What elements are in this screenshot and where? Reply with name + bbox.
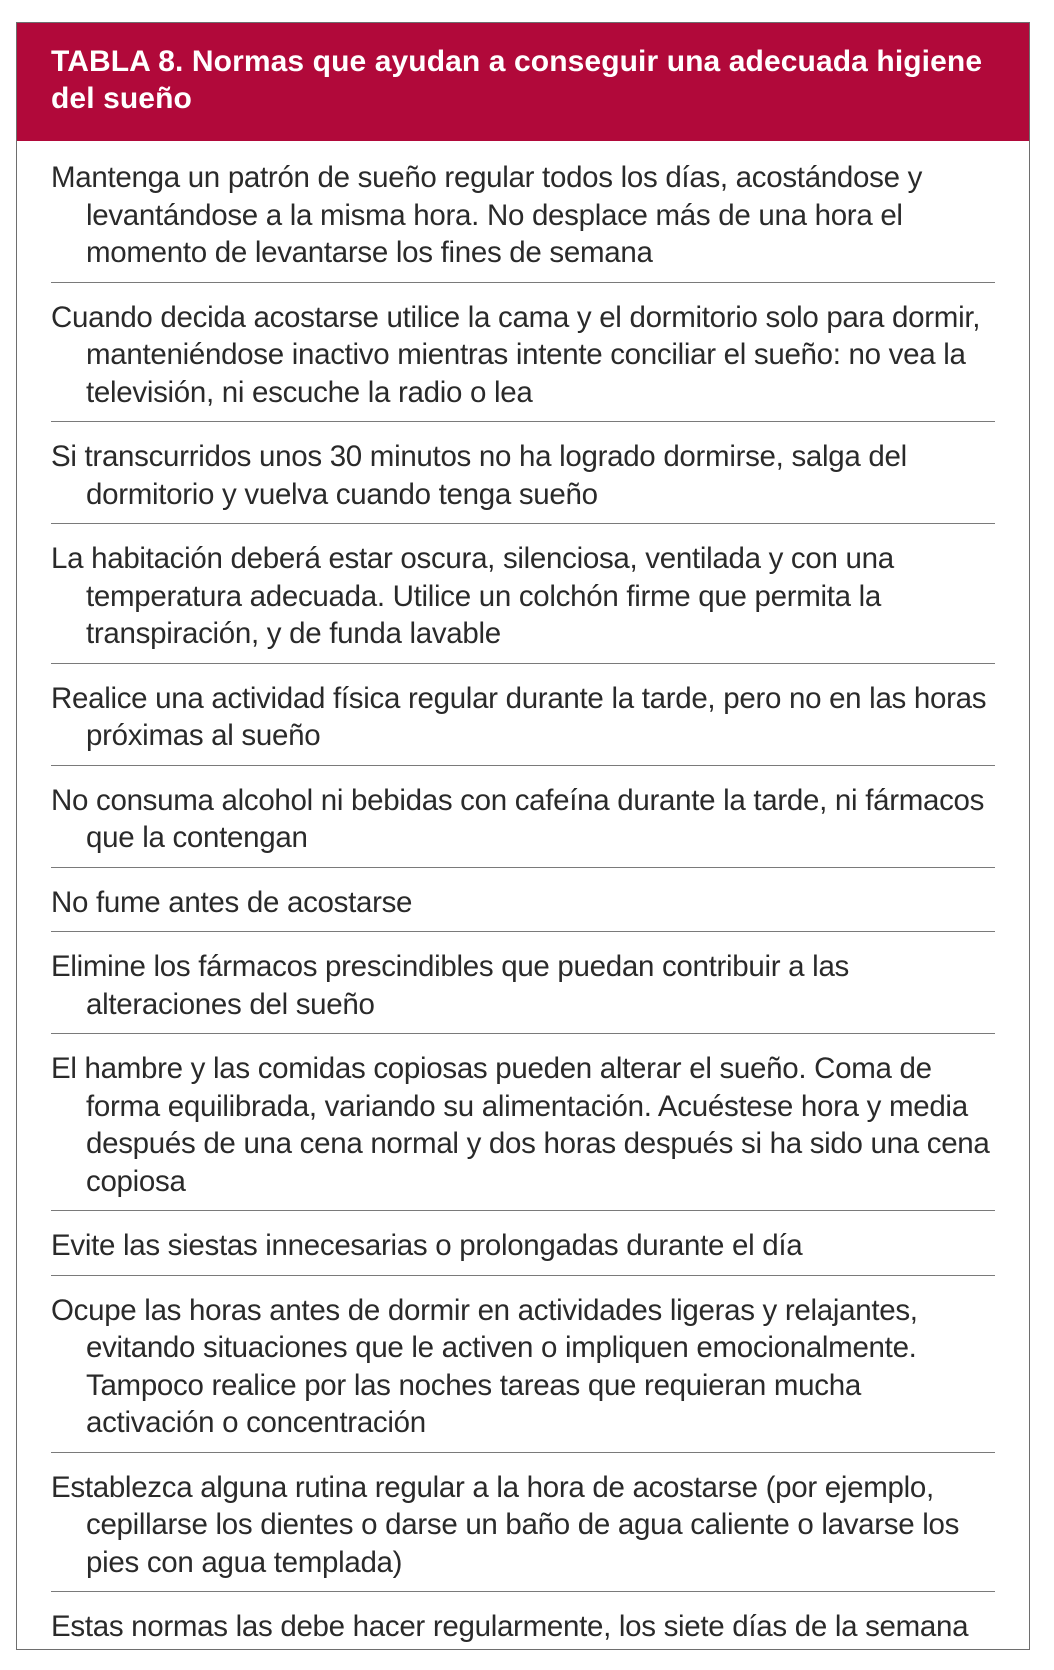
- rule-item: Mantenga un patrón de sueño regular todos los días, acostándose y levantándose a la misma hora. No desplace más de una hora el momento de levantarse los fines de semana: [51, 141, 995, 283]
- rule-item: Evite las siestas innecesarias o prolongadas durante el día: [51, 1211, 995, 1276]
- sleep-hygiene-table: [16, 22, 1030, 1650]
- rule-item: El hambre y las comidas copiosas pueden alterar el sueño. Coma de forma equilibrada, variando su alimentación. Acuéstese hora y media después de una cena normal y dos horas después si ha sido una cena copiosa: [51, 1034, 995, 1211]
- rule-item: Cuando decida acostarse utilice la cama y el dormitorio solo para dormir, manteniéndose inactivo mientras intente conciliar el sueño: no vea la televisión, ni escuche la radio o lea: [51, 283, 995, 423]
- rule-item: Elimine los fármacos prescindibles que puedan contribuir a las alteraciones del sueño: [51, 932, 995, 1034]
- rule-item: Ocupe las horas antes de dormir en actividades ligeras y relajantes, evitando situaciones que le activen o impliquen emocionalmente. Tampoco realice por las noches tareas que requieran mucha activación o concentración: [51, 1276, 995, 1453]
- rule-item: Establezca alguna rutina regular a la hora de acostarse (por ejemplo, cepillarse los dientes o darse un baño de agua caliente o lavarse los pies con agua templada): [51, 1453, 995, 1593]
- table-title: TABLA 8. Normas que ayudan a conseguir una adecuada higiene del sueño: [51, 45, 983, 115]
- rule-item: No consuma alcohol ni bebidas con cafeína durante la tarde, ni fármacos que la contengan: [51, 766, 995, 868]
- table-header: [17, 23, 1029, 141]
- rule-item: Estas normas las debe hacer regularmente, los siete días de la semana: [51, 1610, 969, 1643]
- rule-item: No fume antes de acostarse: [51, 868, 995, 933]
- rule-item: Si transcurridos unos 30 minutos no ha logrado dormirse, salga del dormitorio y vuelva cuando tenga sueño: [51, 422, 995, 524]
- rules-list: [17, 141, 1029, 1656]
- rule-item: Realice una actividad física regular durante la tarde, pero no en las horas próximas al sueño: [51, 664, 995, 766]
- rule-item: La habitación deberá estar oscura, silenciosa, ventilada y con una temperatura adecuada. Utilice un colchón firme que permita la transpiración, y de funda lavable: [51, 524, 995, 664]
